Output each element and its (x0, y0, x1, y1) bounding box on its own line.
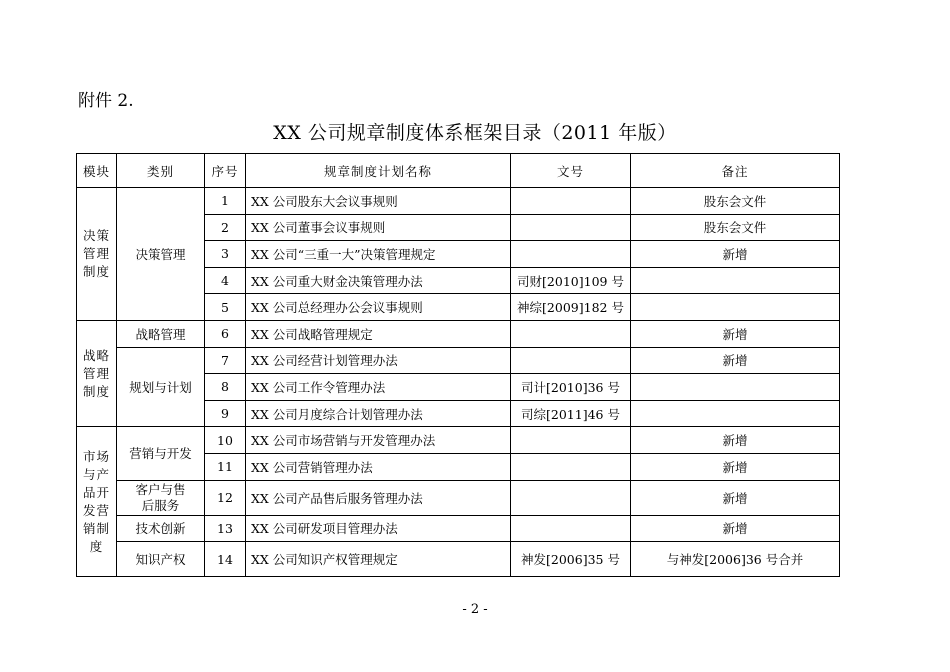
remark-cell: 新增 (631, 515, 840, 542)
name-cell: XX 公司总经理办公会议事规则 (246, 294, 511, 321)
remark-cell: 新增 (631, 241, 840, 268)
table-row (77, 427, 840, 454)
remark-cell: 新增 (631, 427, 840, 454)
category-cell: 技术创新 (117, 515, 205, 542)
doc-no-cell (511, 241, 631, 268)
header-seq: 序号 (205, 154, 246, 188)
name-cell: XX 公司市场营销与开发管理办法 (246, 427, 511, 454)
name-cell: XX 公司重大财金决策管理办法 (246, 267, 511, 294)
remark-cell: 与神发[2006]36 号合并 (631, 542, 840, 577)
category-cell: 战略管理 (117, 320, 205, 347)
remark-cell: 新增 (631, 347, 840, 374)
table-row (77, 480, 840, 515)
seq-cell: 11 (205, 453, 246, 480)
name-cell: XX 公司营销管理办法 (246, 453, 511, 480)
doc-no-cell (511, 347, 631, 374)
doc-no-cell (511, 480, 631, 515)
seq-cell: 10 (205, 427, 246, 454)
doc-no-cell (511, 453, 631, 480)
doc-no-cell: 神发[2006]35 号 (511, 542, 631, 577)
remark-cell: 股东会文件 (631, 188, 840, 215)
seq-cell: 9 (205, 400, 246, 427)
remark-cell: 新增 (631, 320, 840, 347)
table-row (77, 320, 840, 347)
document-title: XX 公司规章制度体系框架目录（2011 年版） (273, 122, 677, 144)
doc-no-cell: 神综[2009]182 号 (511, 294, 631, 321)
seq-cell: 12 (205, 480, 246, 515)
table-row (77, 542, 840, 577)
annex-label: 附件 2. (78, 91, 134, 111)
remark-cell: 股东会文件 (631, 214, 840, 241)
header-remark: 备注 (631, 154, 840, 188)
doc-no-cell (511, 515, 631, 542)
seq-cell: 8 (205, 374, 246, 401)
remark-cell (631, 267, 840, 294)
doc-no-cell (511, 427, 631, 454)
seq-cell: 4 (205, 267, 246, 294)
header-name: 规章制度计划名称 (246, 154, 511, 188)
category-cell: 决策管理 (117, 188, 205, 321)
header-module: 模块 (77, 154, 117, 188)
table-row (77, 188, 840, 215)
name-cell: XX 公司研发项目管理办法 (246, 515, 511, 542)
module-cell: 战略管理制度 (77, 320, 117, 426)
seq-cell: 2 (205, 214, 246, 241)
remark-cell: 新增 (631, 480, 840, 515)
seq-cell: 14 (205, 542, 246, 577)
name-cell: XX 公司股东大会议事规则 (246, 188, 511, 215)
page-number: - 2 - (462, 602, 488, 617)
category-cell: 知识产权 (117, 542, 205, 577)
doc-no-cell (511, 214, 631, 241)
name-cell: XX 公司产品售后服务管理办法 (246, 480, 511, 515)
seq-cell: 7 (205, 347, 246, 374)
seq-cell: 3 (205, 241, 246, 268)
category-label: 客户与售后服务 (135, 481, 186, 513)
name-cell: XX 公司经营计划管理办法 (246, 347, 511, 374)
table-row (77, 515, 840, 542)
regulation-table (76, 153, 840, 577)
name-cell: XX 公司工作令管理办法 (246, 374, 511, 401)
name-cell: XX 公司董事会议事规则 (246, 214, 511, 241)
category-cell: 规划与计划 (117, 347, 205, 427)
header-category: 类别 (117, 154, 205, 188)
module-cell: 决策管理制度 (77, 188, 117, 321)
module-cell: 市场与产品开发营销制度 (77, 427, 117, 577)
header-doc-no: 文号 (511, 154, 631, 188)
table-row (77, 347, 840, 374)
seq-cell: 5 (205, 294, 246, 321)
category-cell (117, 480, 205, 515)
doc-no-cell: 司计[2010]36 号 (511, 374, 631, 401)
doc-no-cell (511, 188, 631, 215)
name-cell: XX 公司战略管理规定 (246, 320, 511, 347)
name-cell: XX 公司知识产权管理规定 (246, 542, 511, 577)
doc-no-cell (511, 320, 631, 347)
doc-no-cell: 司综[2011]46 号 (511, 400, 631, 427)
doc-no-cell: 司财[2010]109 号 (511, 267, 631, 294)
category-cell: 营销与开发 (117, 427, 205, 480)
name-cell: XX 公司“三重一大”决策管理规定 (246, 241, 511, 268)
seq-cell: 6 (205, 320, 246, 347)
seq-cell: 1 (205, 188, 246, 215)
remark-cell: 新增 (631, 453, 840, 480)
remark-cell (631, 374, 840, 401)
name-cell: XX 公司月度综合计划管理办法 (246, 400, 511, 427)
remark-cell (631, 400, 840, 427)
table-header-row (77, 154, 840, 188)
seq-cell: 13 (205, 515, 246, 542)
remark-cell (631, 294, 840, 321)
